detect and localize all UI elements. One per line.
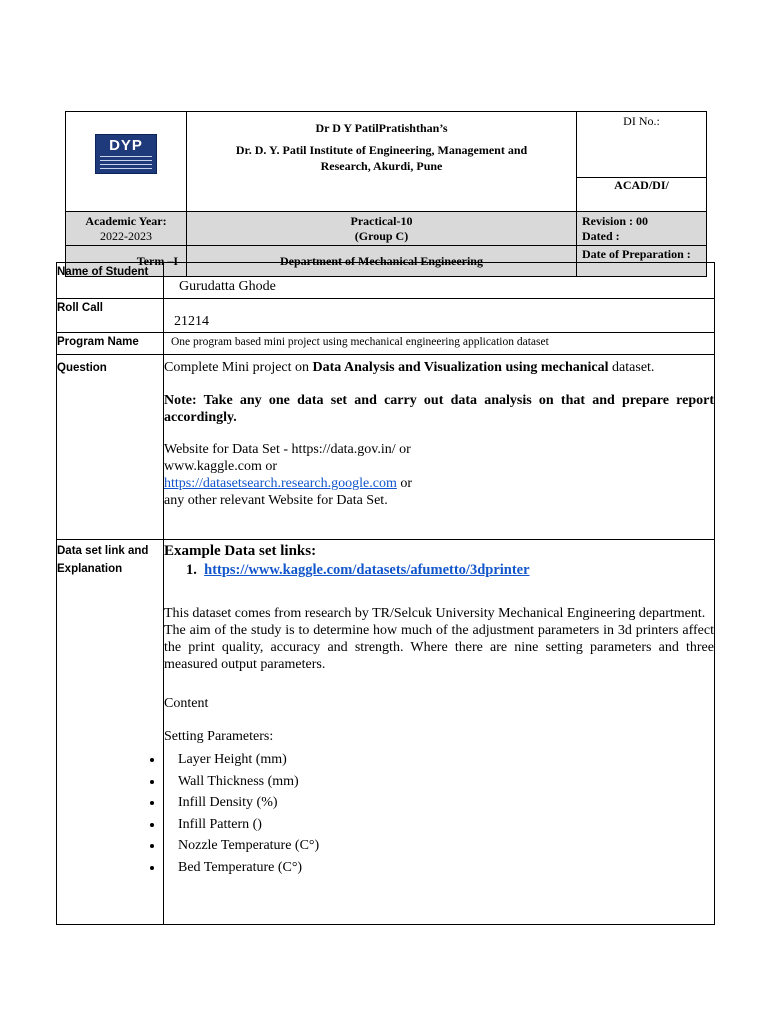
program-value: One program based mini project using mechanical engineering application dataset [164, 333, 715, 355]
dataset-cell [164, 540, 715, 925]
acad-cell [577, 178, 707, 212]
list-item: Infill Pattern () [164, 814, 714, 836]
dataset-para2: The aim of the study is to determine how much of the adjustment parameters in 3d printers affect the print quality, accuracy and strength. Where there are nine setting parameters and three measured output parameters. [164, 623, 714, 672]
program-row [57, 333, 715, 355]
institute-line2: Dr. D. Y. Patil Institute of Engineering, Management and Research, Akurdi, Pune [235, 143, 528, 173]
example-link-item: 1. https://www.kaggle.com/datasets/afumetto/3dprinter [186, 562, 530, 578]
academic-year: 2022-2023 [100, 229, 152, 243]
example-heading: Example Data set links: [164, 543, 317, 559]
datasetsearch-link[interactable]: https://datasetsearch.research.google.com [164, 476, 397, 491]
bullet-icon [150, 801, 154, 805]
question-label: Question [57, 355, 164, 540]
revision: Revision : 00 [582, 214, 648, 228]
dataset-row [57, 540, 715, 925]
kaggle-3dprinter-link[interactable]: https://www.kaggle.com/datasets/afumetto/3dprinter [204, 562, 530, 578]
practical-title: Practical-10 [350, 214, 413, 228]
bullet-icon [150, 866, 154, 870]
website-line1: Website for Data Set - https://data.gov.in/ or [164, 442, 411, 457]
institute-cell [187, 112, 577, 212]
bullet-icon [150, 844, 154, 848]
program-label: Program Name [57, 333, 164, 355]
list-item: Infill Density (%) [164, 792, 714, 814]
bullet-icon [150, 758, 154, 762]
roll-row [57, 299, 715, 333]
roll-number: 21214 [174, 314, 209, 329]
bullet-icon [150, 823, 154, 827]
name-row [57, 263, 715, 299]
di-no: DI No.: [623, 114, 660, 128]
website-line4: any other relevant Website for Data Set. [164, 493, 388, 508]
question-text: Complete Mini project on Data Analysis and Visualization using mechanical dataset. [164, 360, 655, 375]
student-name: Gurudatta Ghode [179, 279, 276, 294]
question-row [57, 355, 715, 540]
practical-cell [187, 212, 577, 246]
name-cell [164, 263, 715, 299]
dated: Dated : [582, 229, 620, 243]
list-item: Wall Thickness (mm) [164, 771, 714, 793]
department: Department of Mechanical Engineering [280, 253, 483, 268]
main-table [56, 262, 715, 925]
note-text: Note: Take any one data set and carry out data analysis on that and prepare report accordingly. [164, 393, 714, 425]
institute-line1: Dr D Y PatilPratishthan’s [315, 121, 448, 135]
roll-cell [164, 299, 715, 333]
setting-params-list [164, 749, 714, 878]
setting-params-heading: Setting Parameters: [164, 729, 274, 744]
content-heading: Content [164, 696, 209, 711]
academic-year-cell [66, 212, 187, 246]
acad-code: ACAD/DI/ [614, 178, 669, 192]
website-line2: www.kaggle.com or [164, 459, 278, 474]
website-line3: https://datasetsearch.research.google.com or [164, 476, 413, 491]
list-item: Layer Height (mm) [164, 749, 714, 771]
list-item: Nozzle Temperature (C°) [164, 835, 714, 857]
di-no-cell [577, 112, 707, 178]
name-label: Name of Student [57, 263, 164, 299]
logo-cell [66, 112, 187, 212]
practical-group: (Group C) [354, 229, 409, 243]
dataset-label: Data set link and Explanation [57, 540, 164, 925]
bullet-icon [150, 780, 154, 784]
date-of-preparation: Date of Preparation : [582, 247, 691, 261]
question-cell [164, 355, 715, 540]
dataset-para1: This dataset comes from research by TR/Selcuk University Mechanical Engineering department. [164, 606, 706, 621]
list-item: Bed Temperature (C°) [164, 857, 714, 879]
term: Term –I [136, 253, 178, 268]
header-table [65, 111, 707, 277]
academic-year-label: Academic Year: [85, 214, 167, 228]
dyp-logo: DYP [95, 134, 157, 174]
roll-label: Roll Call [57, 299, 164, 333]
revision-cell [577, 212, 707, 246]
